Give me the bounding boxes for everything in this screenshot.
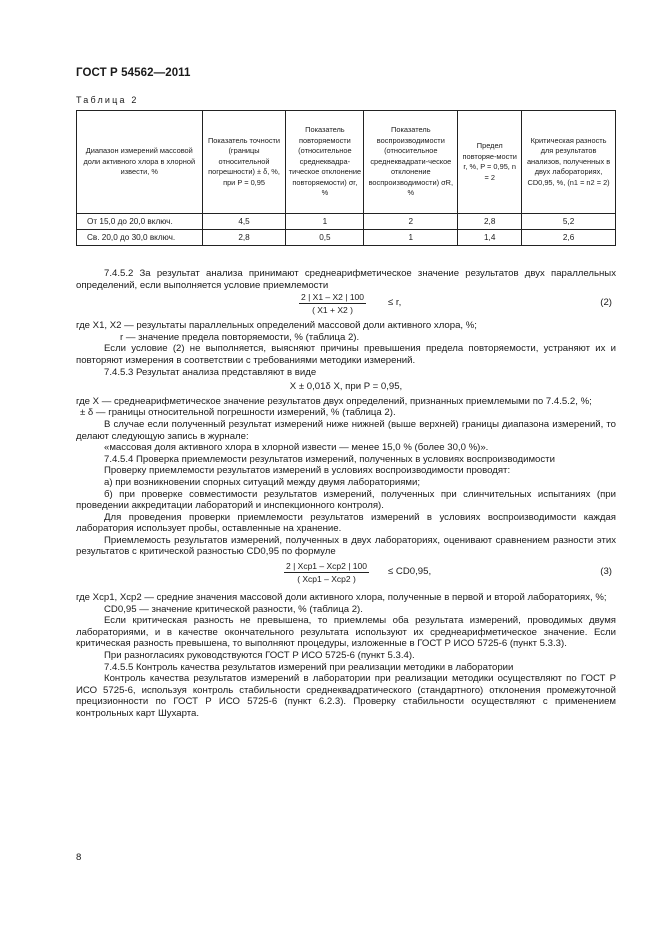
table-cell: 2,8 xyxy=(458,214,522,230)
table-cell: 2,8 xyxy=(202,230,286,246)
paragraph: «массовая доля активного хлора в хлорной извести — менее 15,0 % (более 30,0 %)». xyxy=(104,442,489,454)
paragraph: где X — среднеарифметическое значение результатов двух определений, признанных приемлемыми по 7.4.5.2, %; xyxy=(76,395,592,407)
equation-number: (2) xyxy=(600,297,612,309)
paragraph: Для проведения проверки приемлемости результатов измерений в условиях воспроизводимости каждая лаборатория использует пробы, оставленные на хранение. xyxy=(76,511,616,535)
paragraph: 7.4.5.3 Результат анализа представляют в виде xyxy=(104,366,317,378)
paragraph: В случае если полученный результат измерений ниже нижней (выше верхней) границы диапазона измерений, то делают следующую запись в журнале: xyxy=(76,418,616,442)
paragraph: 7.4.5.5 Контроль качества результатов измерений при реализации методики в лаборатории xyxy=(104,661,514,673)
table-cell: 0,5 xyxy=(286,230,364,246)
paragraph: где Xср1, Xср2 — средние значения массовой доли активного хлора, полученные в первой и второй лабораториях, %; xyxy=(76,592,607,604)
paragraph: 7.4.5.2 За результат анализа принимают среднеарифметическое значение результатов двух параллельных определений, если выполняется условие приемлемости xyxy=(76,268,616,291)
formula-numerator: 2 | Xср1 – Xср2 | 100 xyxy=(286,561,367,572)
paragraph: б) при проверке совместимости результатов измерений, полученных при слинчительных испытаниях (при проведении аккредитации лабораторий и инспекционного контроля). xyxy=(76,488,616,512)
formula-denominator: ( Xср1 – Xср2 ) xyxy=(297,574,356,585)
table-header-cell: Показатель повторяемости (относительное среднеквадра-тическое отклонение повторяемости) σr, % xyxy=(286,111,364,214)
page-number: 8 xyxy=(76,852,82,863)
table-cell: 1,4 xyxy=(458,230,522,246)
paragraph: Приемлемость результатов измерений, полученных в двух лабораториях, оценивают сравнением разности этих результатов с критической разностью CD0,95 по формуле xyxy=(76,534,616,558)
table-cell: 5,2 xyxy=(522,214,616,230)
table-header-cell: Диапазон измерений массовой доли активного хлора в хлорной извести, % xyxy=(77,111,203,214)
paragraph: где X1, X2 — результаты параллельных определений массовой доли активного хлора, %; xyxy=(76,320,477,332)
table-header-cell: Критическая разность для результатов анализов, полученных в двух лабораториях, CD0,95, %, (n1 = n2 = 2) xyxy=(522,111,616,214)
formula-relation: ≤ r, xyxy=(388,297,402,309)
formula-fraction xyxy=(284,560,369,585)
document-body xyxy=(76,268,616,720)
table-row xyxy=(77,214,616,230)
formula-result: X ± 0,01δ X, при P = 0,95, xyxy=(289,381,403,393)
paragraph: CD0,95 — значение критической разности, % (таблица 2). xyxy=(104,603,363,615)
paragraph: Контроль качества результатов измерений в лаборатории при реализации методики осуществляют по ГОСТ Р ИСО 5725-6, используя контроль стабильности среднеквадратического (стандартного) отклонения промежуточной прецизионности по ГОСТ Р ИСО 5725-6 (пункт 6.2.3). Проверку стабильности осуществляют с применением контрольных карт Шухарта. xyxy=(76,673,616,719)
table-header-row xyxy=(77,111,616,214)
paragraph: r — значение предела повторяемости, % (таблица 2). xyxy=(120,331,360,343)
formula-relation: ≤ CD0,95, xyxy=(388,566,432,578)
table-header-cell: Показатель воспроизводимости (относительное среднеквадрати-ческое отклонение воспроизводимости) σR, % xyxy=(364,111,458,214)
table-cell: 2,6 xyxy=(522,230,616,246)
paragraph: а) при возникновении спорных ситуаций между двумя лабораториями; xyxy=(104,476,421,488)
formula-numerator: 2 | X1 – X2 | 100 xyxy=(301,292,365,303)
document-header: ГОСТ Р 54562—2011 xyxy=(76,67,191,79)
formula-denominator: ( X1 + X2 ) xyxy=(312,305,353,316)
table-cell: 1 xyxy=(286,214,364,230)
paragraph: Проверку приемлемости результатов измерений в условиях воспроизводимости проводят: xyxy=(104,465,511,477)
table-header-cell: Предел повторяе-мости r, %, P = 0,95, n = 2 xyxy=(458,111,522,214)
paragraph: 7.4.5.4 Проверка приемлемости результатов измерений, полученных в условиях воспроизводимости xyxy=(104,453,555,465)
table-cell: 4,5 xyxy=(202,214,286,230)
table-row xyxy=(77,230,616,246)
paragraph: Если условие (2) не выполняется, выясняют причины превышения предела повторяемости, устраняют их и повторяют измерения в соответствии с требованиями методики измерений. xyxy=(76,343,616,366)
formula-fraction xyxy=(299,291,366,316)
table-cell: 1 xyxy=(364,230,458,246)
table-cell: 2 xyxy=(364,214,458,230)
table-caption: Таблица 2 xyxy=(76,95,139,105)
paragraph: При разногласиях руководствуются ГОСТ Р ИСО 5725-6 (пункт 5.3.4). xyxy=(104,650,415,662)
formula-2 xyxy=(76,291,616,317)
table-cell: От 15,0 до 20,0 включ. xyxy=(77,214,203,230)
table-2 xyxy=(76,110,616,246)
equation-number: (3) xyxy=(600,566,612,578)
paragraph: Если критическая разность не превышена, то приемлемы оба результата измерений, проводимых двумя лабораториями, и в качестве окончательного результата используют их среднеарифметическое значение. Если критическая разность превышена, то выполняют процедуры, изложенные в ГОСТ Р ИСО 5725-6 (пункт 5.3.3). xyxy=(76,615,616,650)
table-cell: Св. 20,0 до 30,0 включ. xyxy=(77,230,203,246)
paragraph: ± δ — границы относительной погрешности измерений, % (таблица 2). xyxy=(80,407,396,419)
table-header-cell: Показатель точности (границы относительной погрешности) ± δ, %, при P = 0,95 xyxy=(202,111,286,214)
formula-3 xyxy=(76,558,616,588)
